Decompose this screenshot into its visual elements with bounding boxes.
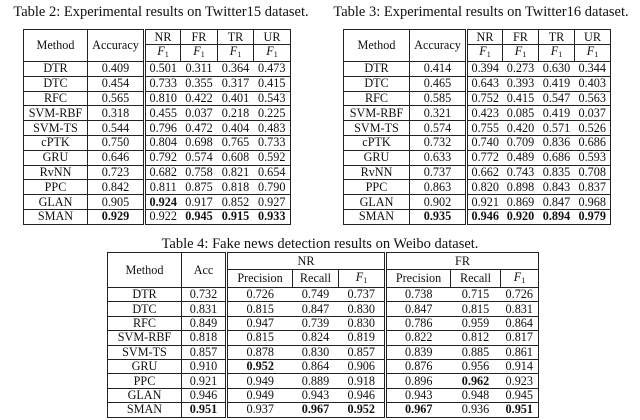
- value-cell: 0.571: [539, 121, 575, 136]
- header-recall: Recall: [293, 270, 339, 288]
- value-cell: 0.876: [386, 359, 451, 373]
- value-cell: 0.952: [227, 359, 293, 373]
- table-row: [108, 374, 539, 388]
- method-cell: SMAN: [108, 403, 182, 417]
- value-cell: 0.818: [182, 331, 227, 345]
- method-cell: GLAN: [344, 195, 410, 210]
- value-cell: 0.878: [227, 345, 293, 359]
- header-f1: $F_1$: [145, 45, 181, 62]
- value-cell: 0.933: [254, 209, 291, 224]
- header-method: Method: [344, 30, 410, 62]
- value-cell: 0.593: [575, 150, 611, 165]
- table-row: [344, 195, 611, 210]
- value-cell: 0.726: [227, 288, 293, 302]
- value-cell: 0.543: [254, 91, 291, 106]
- method-cell: DTR: [24, 62, 88, 77]
- value-cell: 0.686: [575, 135, 611, 150]
- method-cell: DTC: [344, 76, 410, 91]
- value-cell: 0.839: [386, 345, 451, 359]
- value-cell: 0.393: [503, 76, 539, 91]
- value-cell: 0.738: [386, 288, 451, 302]
- method-cell: SVM-RBF: [108, 331, 182, 345]
- table-row: [24, 91, 291, 106]
- value-cell: 0.544: [88, 121, 145, 136]
- table-row: [108, 302, 539, 316]
- value-cell: 0.646: [88, 150, 145, 165]
- value-cell: 0.401: [218, 91, 254, 106]
- value-cell: 0.633: [410, 150, 467, 165]
- value-cell: 0.905: [88, 195, 145, 210]
- header-tr: TR: [218, 30, 254, 45]
- method-cell: SMAN: [24, 209, 88, 224]
- table4-weibo: [107, 252, 539, 418]
- value-cell: 0.921: [182, 374, 227, 388]
- table4-caption: Table 4: Fake news detection results on Weibo dataset.: [161, 236, 479, 252]
- value-cell: 0.894: [539, 209, 575, 224]
- header-precision: Precision: [227, 270, 293, 288]
- value-cell: 0.847: [539, 195, 575, 210]
- value-cell: 0.733: [145, 76, 181, 91]
- value-cell: 0.501: [145, 62, 181, 77]
- table-row: [24, 150, 291, 165]
- header-fr: FR: [503, 30, 539, 45]
- header-f1: $F_1$: [218, 45, 254, 62]
- value-cell: 0.786: [386, 316, 451, 330]
- header-f1: $F_1$: [254, 45, 291, 62]
- value-cell: 0.885: [451, 345, 501, 359]
- table-row: [24, 76, 291, 91]
- table3-caption: Table 3: Experimental results on Twitter16 dataset.: [333, 4, 629, 20]
- table-row: [344, 209, 611, 224]
- value-cell: 0.837: [575, 180, 611, 195]
- value-cell: 0.898: [503, 180, 539, 195]
- table-row: [108, 345, 539, 359]
- header-ur: UR: [254, 30, 291, 45]
- header-acc: Acc: [182, 253, 227, 288]
- header-accuracy: Accuracy: [88, 30, 145, 62]
- value-cell: 0.037: [181, 106, 218, 121]
- value-cell: 0.956: [451, 359, 501, 373]
- method-cell: SVM-TS: [108, 345, 182, 359]
- value-cell: 0.755: [467, 121, 503, 136]
- value-cell: 0.914: [501, 359, 539, 373]
- value-cell: 0.811: [145, 180, 181, 195]
- value-cell: 0.821: [218, 165, 254, 180]
- value-cell: 0.423: [467, 106, 503, 121]
- header-precision: Precision: [386, 270, 451, 288]
- value-cell: 0.409: [88, 62, 145, 77]
- value-cell: 0.949: [227, 388, 293, 402]
- table2-twitter15: [23, 29, 291, 225]
- value-cell: 0.273: [503, 62, 539, 77]
- value-cell: 0.819: [339, 331, 386, 345]
- value-cell: 0.565: [88, 91, 145, 106]
- value-cell: 0.849: [182, 316, 227, 330]
- value-cell: 0.740: [467, 135, 503, 150]
- method-cell: GLAN: [108, 388, 182, 402]
- header-f1: $F_1$: [501, 270, 539, 288]
- value-cell: 0.959: [451, 316, 501, 330]
- table-row: [24, 62, 291, 77]
- value-cell: 0.723: [88, 165, 145, 180]
- value-cell: 0.715: [451, 288, 501, 302]
- value-cell: 0.946: [339, 388, 386, 402]
- header-tr: TR: [539, 30, 575, 45]
- value-cell: 0.967: [386, 403, 451, 417]
- value-cell: 0.861: [501, 345, 539, 359]
- value-cell: 0.830: [293, 345, 339, 359]
- method-cell: RvNN: [24, 165, 88, 180]
- value-cell: 0.419: [539, 106, 575, 121]
- method-cell: PPC: [108, 374, 182, 388]
- value-cell: 0.815: [227, 331, 293, 345]
- method-cell: DTC: [108, 302, 182, 316]
- value-cell: 0.630: [539, 62, 575, 77]
- method-cell: RFC: [108, 316, 182, 330]
- value-cell: 0.415: [503, 91, 539, 106]
- value-cell: 0.574: [410, 121, 467, 136]
- value-cell: 0.765: [218, 135, 254, 150]
- value-cell: 0.921: [467, 195, 503, 210]
- value-cell: 0.835: [539, 165, 575, 180]
- table-row: [344, 150, 611, 165]
- header-f1: $F_1$: [503, 45, 539, 62]
- value-cell: 0.574: [181, 150, 218, 165]
- value-cell: 0.889: [293, 374, 339, 388]
- value-cell: 0.737: [410, 165, 467, 180]
- value-cell: 0.732: [410, 135, 467, 150]
- method-cell: RFC: [24, 91, 88, 106]
- value-cell: 0.792: [145, 150, 181, 165]
- header-f1: $F_1$: [539, 45, 575, 62]
- method-cell: RvNN: [344, 165, 410, 180]
- value-cell: 0.915: [218, 209, 254, 224]
- value-cell: 0.526: [575, 121, 611, 136]
- value-cell: 0.037: [575, 106, 611, 121]
- value-cell: 0.922: [145, 209, 181, 224]
- value-cell: 0.455: [145, 106, 181, 121]
- value-cell: 0.945: [501, 388, 539, 402]
- value-cell: 0.935: [410, 209, 467, 224]
- value-cell: 0.947: [227, 316, 293, 330]
- header-f1: $F_1$: [339, 270, 386, 288]
- value-cell: 0.414: [410, 62, 467, 77]
- header-method: Method: [108, 253, 182, 288]
- value-cell: 0.608: [218, 150, 254, 165]
- table-row: [108, 288, 539, 302]
- value-cell: 0.698: [181, 135, 218, 150]
- value-cell: 0.804: [145, 135, 181, 150]
- value-cell: 0.830: [339, 302, 386, 316]
- method-cell: GRU: [108, 359, 182, 373]
- value-cell: 0.810: [145, 91, 181, 106]
- header-f1: $F_1$: [467, 45, 503, 62]
- value-cell: 0.317: [218, 76, 254, 91]
- value-cell: 0.758: [181, 165, 218, 180]
- value-cell: 0.927: [254, 195, 291, 210]
- value-cell: 0.945: [181, 209, 218, 224]
- value-cell: 0.949: [227, 374, 293, 388]
- value-cell: 0.752: [467, 91, 503, 106]
- table2-caption: Table 2: Experimental results on Twitter15 dataset.: [13, 4, 309, 20]
- value-cell: 0.918: [339, 374, 386, 388]
- method-cell: RFC: [344, 91, 410, 106]
- value-cell: 0.863: [410, 180, 467, 195]
- table-row: [24, 106, 291, 121]
- value-cell: 0.454: [88, 76, 145, 91]
- method-cell: SVM-RBF: [24, 106, 88, 121]
- value-cell: 0.472: [181, 121, 218, 136]
- value-cell: 0.473: [254, 62, 291, 77]
- value-cell: 0.946: [182, 388, 227, 402]
- value-cell: 0.937: [227, 403, 293, 417]
- value-cell: 0.962: [451, 374, 501, 388]
- value-cell: 0.732: [182, 288, 227, 302]
- method-cell: cPTK: [344, 135, 410, 150]
- table-row: [24, 209, 291, 224]
- header-fr: FR: [181, 30, 218, 45]
- value-cell: 0.218: [218, 106, 254, 121]
- value-cell: 0.585: [410, 91, 467, 106]
- value-cell: 0.592: [254, 150, 291, 165]
- value-cell: 0.415: [254, 76, 291, 91]
- value-cell: 0.951: [501, 403, 539, 417]
- header-recall: Recall: [451, 270, 501, 288]
- value-cell: 0.355: [181, 76, 218, 91]
- header-nr: NR: [145, 30, 181, 45]
- value-cell: 0.847: [293, 302, 339, 316]
- value-cell: 0.404: [218, 121, 254, 136]
- value-cell: 0.864: [501, 316, 539, 330]
- value-cell: 0.772: [467, 150, 503, 165]
- value-cell: 0.822: [386, 331, 451, 345]
- table-row: [344, 76, 611, 91]
- value-cell: 0.737: [339, 288, 386, 302]
- value-cell: 0.733: [254, 135, 291, 150]
- value-cell: 0.483: [254, 121, 291, 136]
- value-cell: 0.489: [503, 150, 539, 165]
- value-cell: 0.875: [181, 180, 218, 195]
- value-cell: 0.654: [254, 165, 291, 180]
- table-row: [344, 62, 611, 77]
- value-cell: 0.967: [293, 403, 339, 417]
- value-cell: 0.419: [539, 76, 575, 91]
- table-row: [24, 121, 291, 136]
- method-cell: DTR: [108, 288, 182, 302]
- value-cell: 0.896: [386, 374, 451, 388]
- header-accuracy: Accuracy: [410, 30, 467, 62]
- value-cell: 0.923: [501, 374, 539, 388]
- value-cell: 0.831: [501, 302, 539, 316]
- value-cell: 0.815: [451, 302, 501, 316]
- table-row: [108, 316, 539, 330]
- header-f1: $F_1$: [575, 45, 611, 62]
- method-cell: SMAN: [344, 209, 410, 224]
- value-cell: 0.344: [575, 62, 611, 77]
- table-row: [24, 195, 291, 210]
- value-cell: 0.394: [467, 62, 503, 77]
- value-cell: 0.952: [339, 403, 386, 417]
- value-cell: 0.948: [451, 388, 501, 402]
- table-row: [24, 165, 291, 180]
- value-cell: 0.831: [182, 302, 227, 316]
- value-cell: 0.563: [575, 91, 611, 106]
- value-cell: 0.465: [410, 76, 467, 91]
- table-row: [108, 403, 539, 417]
- value-cell: 0.869: [503, 195, 539, 210]
- value-cell: 0.311: [181, 62, 218, 77]
- method-cell: SVM-TS: [24, 121, 88, 136]
- value-cell: 0.743: [503, 165, 539, 180]
- value-cell: 0.936: [451, 403, 501, 417]
- value-cell: 0.943: [293, 388, 339, 402]
- value-cell: 0.812: [451, 331, 501, 345]
- method-cell: DTC: [24, 76, 88, 91]
- table-row: [24, 180, 291, 195]
- value-cell: 0.818: [218, 180, 254, 195]
- header-nr: NR: [227, 253, 386, 270]
- value-cell: 0.857: [182, 345, 227, 359]
- table-row: [108, 331, 539, 345]
- value-cell: 0.815: [227, 302, 293, 316]
- value-cell: 0.929: [88, 209, 145, 224]
- header-method: Method: [24, 30, 88, 62]
- value-cell: 0.910: [182, 359, 227, 373]
- header-f1: $F_1$: [181, 45, 218, 62]
- value-cell: 0.820: [467, 180, 503, 195]
- value-cell: 0.422: [181, 91, 218, 106]
- header-fr: FR: [386, 253, 539, 270]
- table-row: [24, 135, 291, 150]
- value-cell: 0.817: [501, 331, 539, 345]
- value-cell: 0.643: [467, 76, 503, 91]
- value-cell: 0.403: [575, 76, 611, 91]
- table-row: [344, 106, 611, 121]
- method-cell: GLAN: [24, 195, 88, 210]
- value-cell: 0.318: [88, 106, 145, 121]
- table-row: [344, 135, 611, 150]
- method-cell: PPC: [344, 180, 410, 195]
- value-cell: 0.864: [293, 359, 339, 373]
- value-cell: 0.796: [145, 121, 181, 136]
- table-row: [344, 91, 611, 106]
- value-cell: 0.830: [339, 316, 386, 330]
- value-cell: 0.686: [539, 150, 575, 165]
- method-cell: PPC: [24, 180, 88, 195]
- value-cell: 0.917: [181, 195, 218, 210]
- value-cell: 0.920: [503, 209, 539, 224]
- method-cell: GRU: [24, 150, 88, 165]
- value-cell: 0.852: [218, 195, 254, 210]
- value-cell: 0.662: [467, 165, 503, 180]
- method-cell: cPTK: [24, 135, 88, 150]
- value-cell: 0.750: [88, 135, 145, 150]
- header-nr: NR: [467, 30, 503, 45]
- value-cell: 0.364: [218, 62, 254, 77]
- table3-twitter16: [343, 29, 611, 225]
- value-cell: 0.843: [539, 180, 575, 195]
- value-cell: 0.790: [254, 180, 291, 195]
- value-cell: 0.951: [182, 403, 227, 417]
- value-cell: 0.836: [539, 135, 575, 150]
- value-cell: 0.708: [575, 165, 611, 180]
- table-row: [344, 180, 611, 195]
- value-cell: 0.924: [145, 195, 181, 210]
- value-cell: 0.321: [410, 106, 467, 121]
- value-cell: 0.847: [386, 302, 451, 316]
- value-cell: 0.842: [88, 180, 145, 195]
- table-row: [344, 121, 611, 136]
- table-row: [108, 388, 539, 402]
- value-cell: 0.709: [503, 135, 539, 150]
- table-row: [344, 165, 611, 180]
- value-cell: 0.726: [501, 288, 539, 302]
- method-cell: SVM-TS: [344, 121, 410, 136]
- value-cell: 0.824: [293, 331, 339, 345]
- value-cell: 0.968: [575, 195, 611, 210]
- value-cell: 0.943: [386, 388, 451, 402]
- value-cell: 0.979: [575, 209, 611, 224]
- value-cell: 0.682: [145, 165, 181, 180]
- value-cell: 0.547: [539, 91, 575, 106]
- method-cell: GRU: [344, 150, 410, 165]
- table-row: [108, 359, 539, 373]
- method-cell: SVM-RBF: [344, 106, 410, 121]
- header-ur: UR: [575, 30, 611, 45]
- value-cell: 0.946: [467, 209, 503, 224]
- value-cell: 0.739: [293, 316, 339, 330]
- value-cell: 0.420: [503, 121, 539, 136]
- value-cell: 0.902: [410, 195, 467, 210]
- method-cell: DTR: [344, 62, 410, 77]
- value-cell: 0.857: [339, 345, 386, 359]
- value-cell: 0.906: [339, 359, 386, 373]
- value-cell: 0.749: [293, 288, 339, 302]
- value-cell: 0.085: [503, 106, 539, 121]
- value-cell: 0.225: [254, 106, 291, 121]
